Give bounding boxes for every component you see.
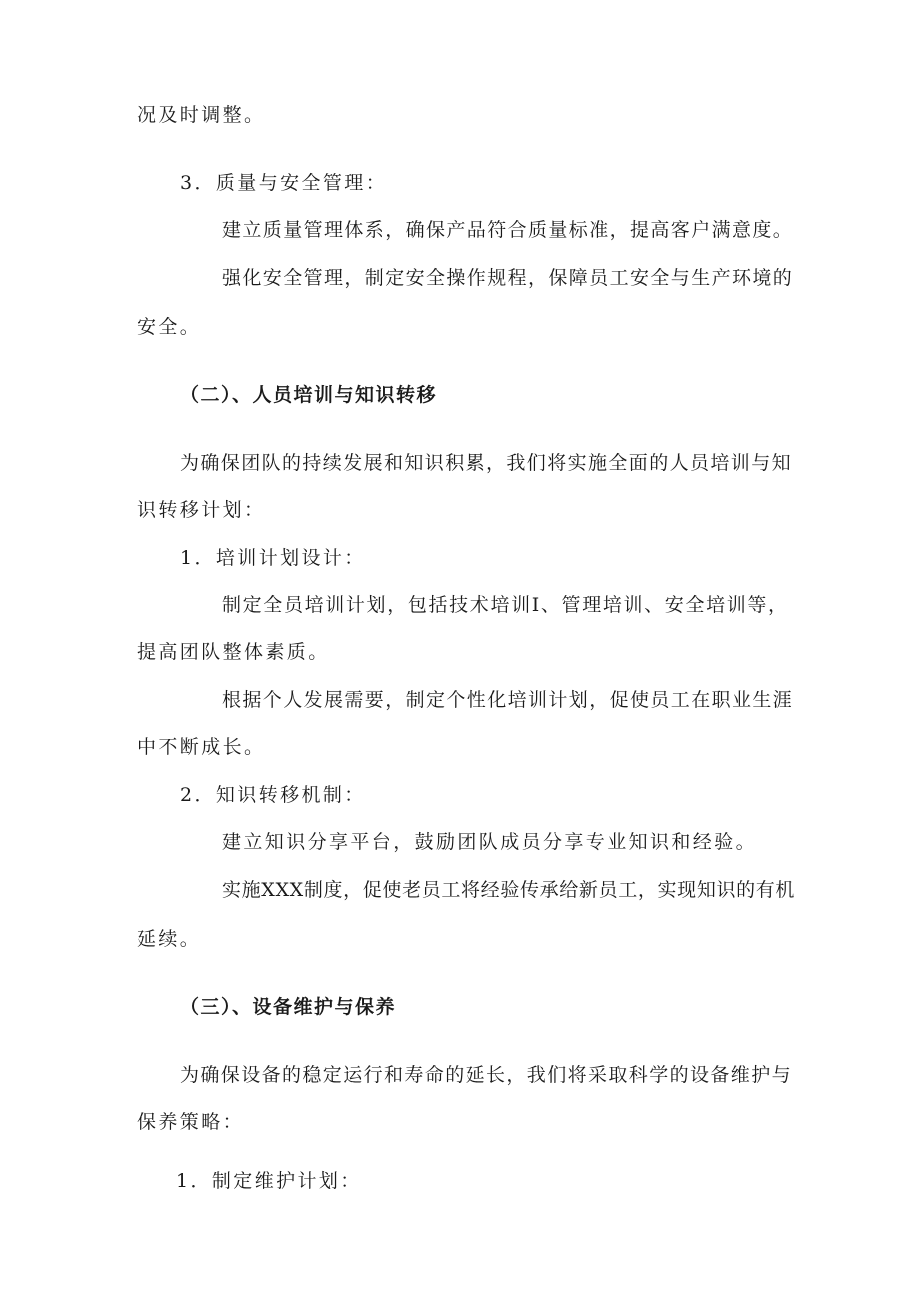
paragraph-line: 根据个人发展需要，制定个性化培训计划，促使员工在职业生涯 xyxy=(222,689,794,711)
section-heading: （三）、设备维护与保养 xyxy=(180,996,397,1018)
section-heading: （二）、人员培训与知识转移 xyxy=(180,384,438,406)
paragraph-line: 提高团队整体素质。 xyxy=(137,641,330,663)
paragraph-line: 建立质量管理体系，确保产品符合质量标准，提高客户满意度。 xyxy=(222,219,794,241)
list-item-heading: 2．知识转移机制： xyxy=(180,784,366,806)
list-item-heading: 1．培训计划设计： xyxy=(180,547,366,569)
paragraph-line: 延续。 xyxy=(137,928,202,950)
paragraph-line: 制定全员培训计划，包括技术培训I、管理培训、安全培训等， xyxy=(222,594,789,616)
paragraph-line: 建立知识分享平台，鼓励团队成员分享专业知识和经验。 xyxy=(222,831,758,853)
paragraph-line: 强化安全管理，制定安全操作规程，保障员工安全与生产环境的 xyxy=(222,267,794,289)
list-item-heading: 1．制定维护计划： xyxy=(176,1170,362,1192)
list-item-heading: 3．质量与安全管理： xyxy=(180,172,388,194)
paragraph-line: 中不断成长。 xyxy=(137,736,266,758)
paragraph-line: 为确保设备的稳定运行和寿命的延长，我们将采取科学的设备维护与 xyxy=(180,1064,793,1086)
paragraph-line: 保养策略： xyxy=(137,1111,245,1133)
paragraph-line: 实施XXX制度，促使老员工将经验传承给新员工，实现知识的有机 xyxy=(222,879,796,901)
paragraph-line: 安全。 xyxy=(137,316,202,338)
paragraph-line: 况及时调整。 xyxy=(137,104,266,126)
paragraph-line: 识转移计划： xyxy=(137,499,266,521)
paragraph-line: 为确保团队的持续发展和知识积累，我们将实施全面的人员培训与知 xyxy=(180,452,793,474)
